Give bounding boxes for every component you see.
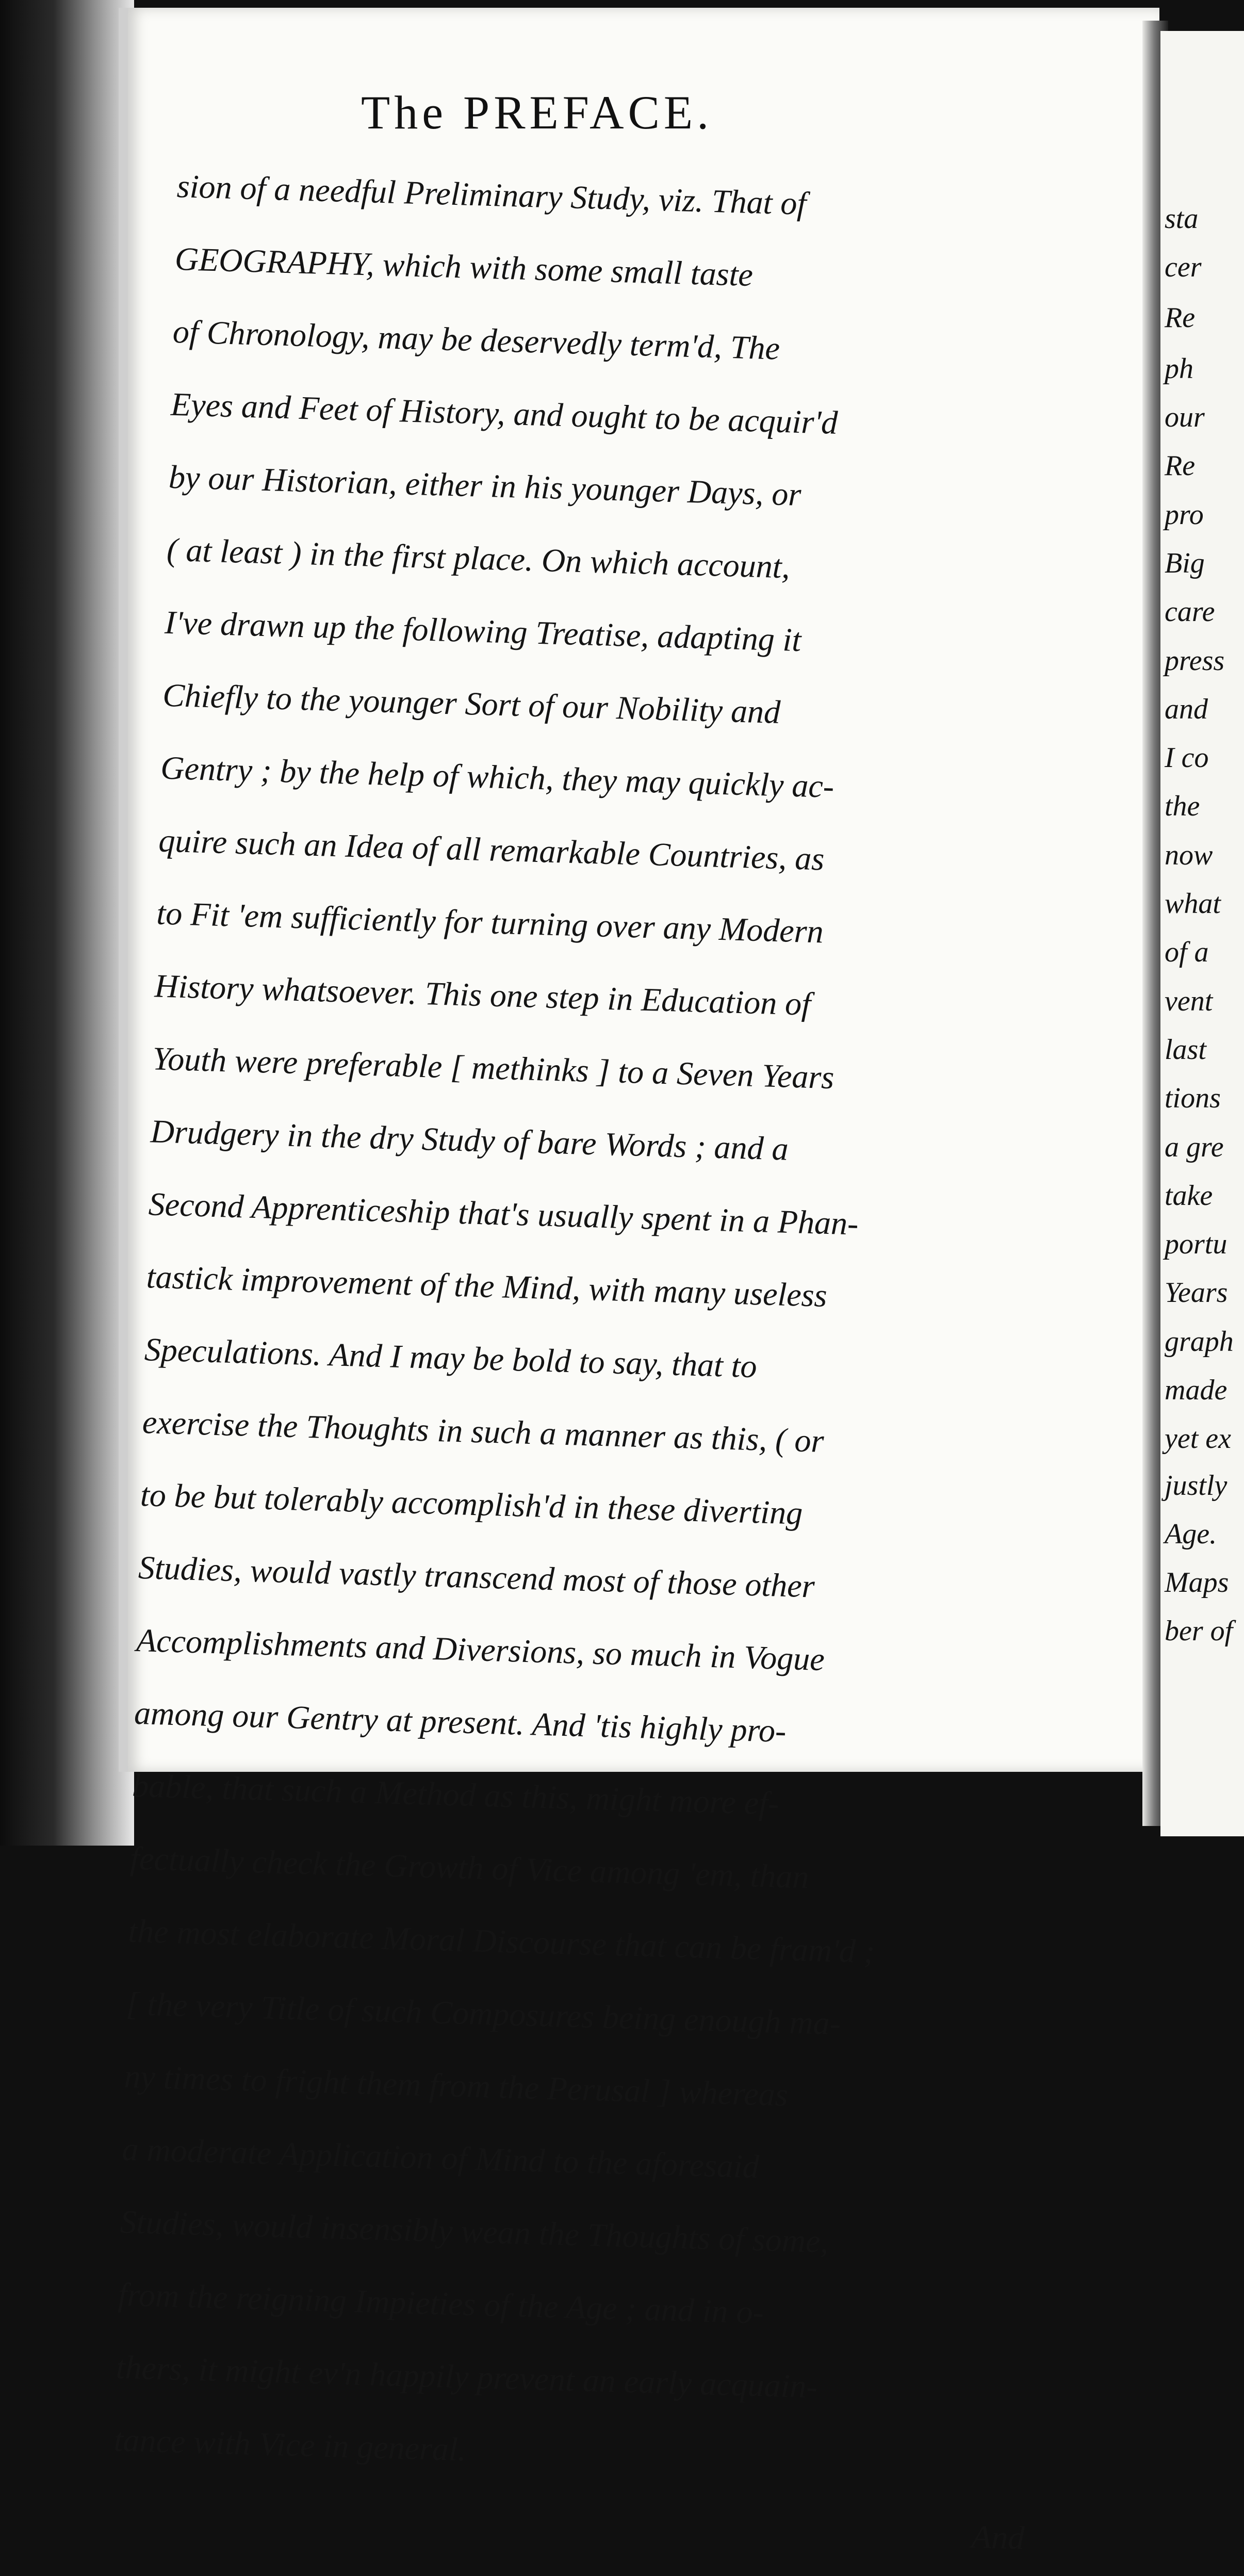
text-line: Gentry ; by the help of which, they may quickly ac- <box>160 749 835 805</box>
text-line: a moderate Application of Mind to the aforesaid <box>121 2130 760 2185</box>
text-line: Studies, would insensibly wean the Thoughts of some, <box>119 2203 829 2260</box>
facing-text-fragment: vent <box>1165 985 1213 1017</box>
facing-text-fragment: made <box>1165 1374 1227 1406</box>
text-line: sion of a needful Preliminary Study, viz. That of <box>176 167 807 222</box>
text-line: quire such an Idea of all remarkable Countries, as <box>158 822 825 877</box>
facing-text-fragment: Re <box>1165 302 1196 334</box>
text-line: to Fit 'em sufficiently for turning over any Modern <box>156 894 824 950</box>
facing-text-fragment: our <box>1165 401 1205 433</box>
text-line: ( at least ) in the first place. On which account, <box>166 531 791 585</box>
facing-page <box>1160 31 1244 1836</box>
facing-text-fragment: ph <box>1165 352 1193 385</box>
text-line: GEOGRAPHY, which with some small taste <box>174 240 754 294</box>
text-line: Studies, would vastly transcend most of those other <box>138 1548 815 1605</box>
facing-text-fragment: pro <box>1165 498 1204 531</box>
facing-text-fragment: Re <box>1165 450 1196 482</box>
text-line: ny times to fright them from the Perusal ] whereas <box>123 2058 789 2113</box>
text-line: by our Historian, either in his younger Days, or <box>168 458 802 513</box>
text-line: among our Gentry at present. And 'tis highly pro- <box>134 1694 787 1750</box>
facing-text-fragment: Years <box>1165 1277 1228 1309</box>
book-spine-shadow <box>0 0 134 1846</box>
text-line: fectually check the Growth of Vice among 'em, than <box>129 1839 810 1896</box>
text-line: Second Apprenticeship that's usually spent in a Phan- <box>148 1185 859 1242</box>
body-text <box>113 150 1157 2503</box>
text-line: Speculations. And I may be bold to say, that to <box>144 1331 758 1385</box>
text-line: Eyes and Feet of History, and ought to be acquir'd <box>170 385 839 441</box>
text-line: History whatsoever. This one step in Education of <box>154 967 812 1022</box>
running-title: The PREFACE. <box>361 86 713 139</box>
facing-text-fragment: take <box>1165 1179 1213 1212</box>
text-line: thers, it might ev'n happily prevent an early acquain- <box>115 2349 818 2405</box>
text-line: the most elaborate Moral Discourse that can be fram'd ; <box>127 1912 876 1970</box>
facing-text-fragment: cer <box>1165 251 1202 283</box>
text-line: Accomplishments and Diversions, so much in Vogue <box>136 1621 825 1678</box>
facing-text-fragment: ber of <box>1165 1615 1233 1648</box>
text-line: exercise the Thoughts in such a manner as this, ( or <box>142 1404 825 1459</box>
facing-text-fragment: Age. <box>1165 1518 1217 1550</box>
facing-text-fragment: the <box>1165 790 1200 823</box>
facing-text-fragment: press <box>1165 644 1225 677</box>
text-line: Youth were preferable [ methinks ] to a Seven Years <box>152 1040 835 1096</box>
text-line: I've drawn up the following Treatise, adapting it <box>164 604 802 659</box>
facing-text-fragment: Maps <box>1165 1567 1229 1599</box>
facing-text-fragment: yet ex <box>1165 1423 1231 1455</box>
text-line: tance with Vice in general. <box>113 2421 467 2468</box>
facing-text-fragment: I co <box>1165 742 1209 774</box>
facing-text-fragment: last <box>1165 1033 1206 1066</box>
facing-text-fragment: now <box>1165 839 1213 871</box>
facing-text-fragment: of a <box>1165 936 1209 969</box>
text-line: Drudgery in the dry Study of bare Words ; and a <box>150 1113 789 1167</box>
text-line: bable, that such a Method as this, might more ef- <box>132 1767 780 1822</box>
facing-text-fragment: portu <box>1165 1228 1227 1261</box>
facing-text-fragment: what <box>1165 888 1221 920</box>
facing-text-fragment: and <box>1165 693 1208 725</box>
preface-text <box>111 150 1157 2576</box>
text-line: of Chronology, may be deservedly term'd, The <box>172 313 781 367</box>
text-line: Chiefly to the younger Sort of our Nobility and <box>162 676 781 731</box>
text-line: from the reigning Impieties of the Age ; and in o- <box>117 2276 764 2331</box>
facing-text-fragment: sta <box>1165 202 1199 235</box>
text-line: [ the very Title of such Composures being enough ma- <box>125 1985 841 2042</box>
facing-text-fragment: a gre <box>1165 1131 1224 1163</box>
facing-text-fragment: tions <box>1165 1082 1221 1115</box>
facing-text-fragment: Big <box>1165 547 1205 579</box>
facing-text-fragment: care <box>1165 596 1215 628</box>
facing-text-fragment: justly <box>1165 1469 1227 1502</box>
text-line: to be but tolerably accomplish'd in these diverting <box>140 1476 804 1531</box>
facing-text-fragment: graph <box>1165 1325 1234 1358</box>
text-line: tastick improvement of the Mind, with many useless <box>145 1258 828 1314</box>
catchword: And <box>971 2518 1025 2556</box>
